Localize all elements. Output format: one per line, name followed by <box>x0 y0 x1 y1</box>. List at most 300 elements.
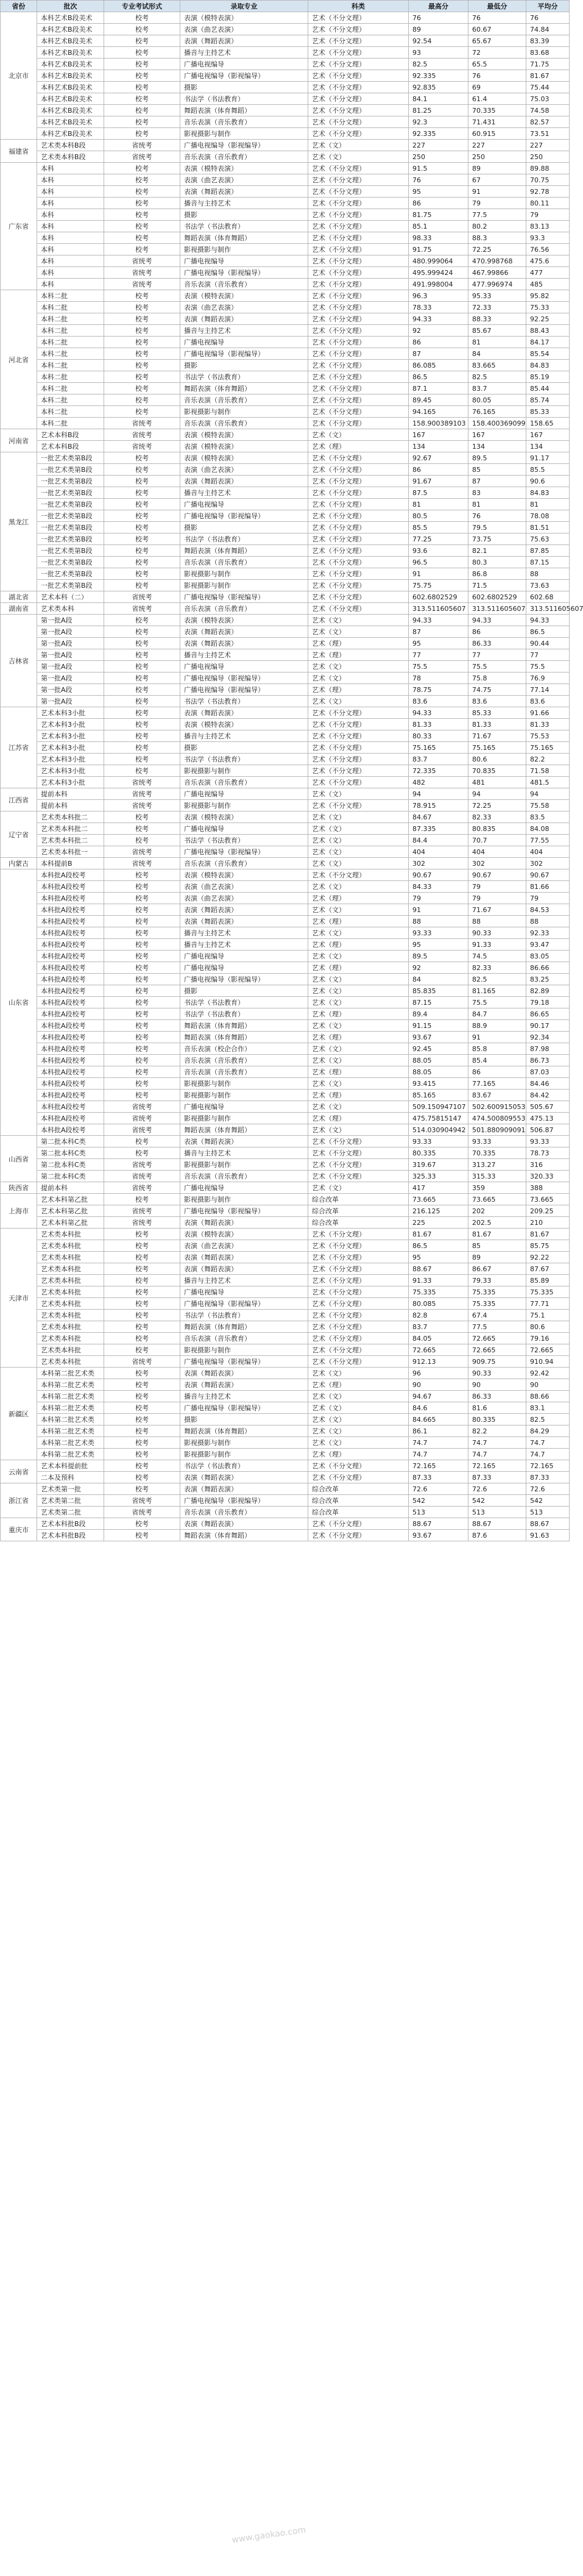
cell-batch: 一批艺术类第B段 <box>37 499 104 510</box>
cell-min-score: 315.33 <box>468 1171 526 1182</box>
cell-category: 艺术（文） <box>308 823 409 835</box>
cell-avg-score: 477 <box>526 267 570 279</box>
cell-major: 音乐表演（音乐教育） <box>180 394 308 406</box>
cell-batch: 本科提前B <box>37 858 104 869</box>
cell-max-score: 93.33 <box>409 1136 468 1147</box>
cell-exam-form: 校考 <box>104 1391 180 1402</box>
cell-province: 山西省 <box>1 1136 37 1182</box>
table-row <box>1 418 570 429</box>
cell-exam-form: 校考 <box>104 1229 180 1240</box>
cell-avg-score: 93.47 <box>526 939 570 951</box>
cell-major: 广播电视编导 <box>180 337 308 348</box>
cell-category: 艺术（不分文理） <box>308 557 409 568</box>
cell-major: 表演（模特表演） <box>180 452 308 464</box>
cell-min-score: 74.7 <box>468 1437 526 1449</box>
table-row <box>1 1101 570 1113</box>
cell-category: 综合改革 <box>308 1507 409 1518</box>
cell-major: 音乐表演（音乐教育） <box>180 777 308 788</box>
cell-max-score: 84.665 <box>409 1414 468 1425</box>
cell-batch: 艺术类第二批 <box>37 1495 104 1507</box>
cell-category: 艺术（文） <box>308 927 409 939</box>
cell-category: 艺术（不分文理） <box>308 869 409 881</box>
cell-major: 舞蹈表演（体育舞蹈） <box>180 1032 308 1043</box>
cell-exam-form: 校考 <box>104 661 180 673</box>
cell-major: 播音与主持艺术 <box>180 1391 308 1402</box>
table-row <box>1 1286 570 1298</box>
cell-batch: 提前本科 <box>37 1182 104 1194</box>
cell-category: 艺术（文） <box>308 1437 409 1449</box>
cell-min-score: 79.33 <box>468 1275 526 1286</box>
cell-category: 艺术（不分文理） <box>308 1530 409 1541</box>
cell-min-score: 70.835 <box>468 765 526 777</box>
cell-exam-form: 校考 <box>104 533 180 545</box>
cell-exam-form: 校考 <box>104 962 180 974</box>
cell-avg-score: 210 <box>526 1217 570 1229</box>
cell-batch: 艺术类本科B段 <box>37 151 104 163</box>
cell-max-score: 495.999424 <box>409 267 468 279</box>
table-row <box>1 221 570 232</box>
cell-major: 表演（曲艺表演） <box>180 893 308 904</box>
table-row <box>1 70 570 82</box>
cell-min-score: 91 <box>468 186 526 198</box>
cell-batch: 本科批A段校考 <box>37 1101 104 1113</box>
cell-major: 表演（舞蹈表演） <box>180 904 308 916</box>
cell-major: 音乐表演（音乐教育） <box>180 603 308 615</box>
cell-max-score: 83.7 <box>409 1321 468 1333</box>
cell-major: 表演（舞蹈表演） <box>180 916 308 927</box>
cell-exam-form: 校考 <box>104 337 180 348</box>
cell-max-score: 96 <box>409 1368 468 1379</box>
cell-major: 摄影 <box>180 82 308 93</box>
cell-max-score: 74.7 <box>409 1449 468 1460</box>
cell-batch: 本科二批 <box>37 383 104 394</box>
cell-major: 表演（舞蹈表演） <box>180 1483 308 1495</box>
cell-avg-score: 84.42 <box>526 1090 570 1101</box>
cell-category: 艺术（不分文理） <box>308 603 409 615</box>
cell-major: 影视摄影与制作 <box>180 800 308 812</box>
cell-batch: 艺术类本科批 <box>37 1321 104 1333</box>
cell-max-score: 313.511605607 <box>409 603 468 615</box>
cell-avg-score: 85.75 <box>526 1240 570 1252</box>
cell-category: 艺术（不分文理） <box>308 754 409 765</box>
cell-category: 艺术（理） <box>308 441 409 452</box>
table-row <box>1 1333 570 1344</box>
cell-major: 广播电视编导 <box>180 962 308 974</box>
cell-avg-score: 78.08 <box>526 510 570 522</box>
cell-batch: 本科批A段校考 <box>37 1008 104 1020</box>
cell-max-score: 80.085 <box>409 1298 468 1310</box>
cell-max-score: 88 <box>409 916 468 927</box>
cell-major: 音乐表演（音乐教育） <box>180 1171 308 1182</box>
cell-max-score: 404 <box>409 846 468 858</box>
cell-exam-form: 省统考 <box>104 1159 180 1171</box>
cell-exam-form: 校考 <box>104 835 180 846</box>
cell-min-score: 86.33 <box>468 638 526 649</box>
cell-min-score: 60.915 <box>468 128 526 140</box>
cell-max-score: 84.67 <box>409 812 468 823</box>
cell-avg-score: 77 <box>526 649 570 661</box>
cell-batch: 本科艺术B段美术 <box>37 82 104 93</box>
cell-category: 艺术（不分文理） <box>308 279 409 290</box>
cell-category: 艺术（不分文理） <box>308 163 409 174</box>
cell-avg-score: 602.68 <box>526 591 570 603</box>
cell-min-score: 79.5 <box>468 522 526 533</box>
cell-min-score: 313.511605607 <box>468 603 526 615</box>
cell-avg-score: 85.89 <box>526 1275 570 1286</box>
cell-major: 书法学（书法教育） <box>180 696 308 707</box>
cell-max-score: 89.4 <box>409 1008 468 1020</box>
cell-max-score: 91 <box>409 904 468 916</box>
cell-avg-score: 75.33 <box>526 302 570 313</box>
cell-batch: 提前本科 <box>37 800 104 812</box>
cell-min-score: 134 <box>468 441 526 452</box>
cell-category: 艺术（不分文理） <box>308 116 409 128</box>
cell-avg-score: 87.03 <box>526 1066 570 1078</box>
cell-avg-score: 90.17 <box>526 1020 570 1032</box>
cell-major: 音乐表演（音乐教育） <box>180 858 308 869</box>
cell-max-score: 302 <box>409 858 468 869</box>
cell-exam-form: 校考 <box>104 997 180 1008</box>
cell-batch: 本科艺术B段美术 <box>37 93 104 105</box>
cell-batch: 本科批A段校考 <box>37 951 104 962</box>
cell-batch: 第一批A段 <box>37 661 104 673</box>
cell-province: 河北省 <box>1 290 37 429</box>
cell-exam-form: 省统考 <box>104 1205 180 1217</box>
table-row <box>1 302 570 313</box>
cell-exam-form: 校考 <box>104 163 180 174</box>
cell-avg-score: 71.75 <box>526 59 570 70</box>
cell-batch: 本科二批 <box>37 337 104 348</box>
cell-major: 书法学（书法教育） <box>180 93 308 105</box>
cell-batch: 本科二批 <box>37 418 104 429</box>
table-row <box>1 1113 570 1124</box>
cell-min-score: 76 <box>468 12 526 24</box>
cell-province: 吉林省 <box>1 615 37 707</box>
cell-province: 北京市 <box>1 12 37 140</box>
table-row <box>1 1472 570 1483</box>
cell-min-score: 70.335 <box>468 105 526 116</box>
cell-min-score: 909.75 <box>468 1356 526 1368</box>
cell-batch: 本科批A段校考 <box>37 1113 104 1124</box>
cell-major: 广播电视编导（影视编导） <box>180 974 308 985</box>
cell-exam-form: 校考 <box>104 696 180 707</box>
cell-exam-form: 校考 <box>104 24 180 35</box>
cell-batch: 艺术类本科批 <box>37 1229 104 1240</box>
cell-batch: 艺术类本科批 <box>37 1252 104 1263</box>
cell-batch: 艺术类第一批 <box>37 1483 104 1495</box>
cell-batch: 本科第二批艺术类 <box>37 1449 104 1460</box>
cell-category: 艺术（不分文理） <box>308 1321 409 1333</box>
cell-major: 表演（舞蹈表演） <box>180 1518 308 1530</box>
cell-max-score: 87.335 <box>409 823 468 835</box>
cell-major: 舞蹈表演（体育舞蹈） <box>180 383 308 394</box>
cell-exam-form: 校考 <box>104 198 180 209</box>
cell-exam-form: 校考 <box>104 823 180 835</box>
cell-batch: 艺术类本科B段 <box>37 140 104 151</box>
cell-major: 表演（舞蹈表演） <box>180 1217 308 1229</box>
cell-category: 艺术（文） <box>308 881 409 893</box>
cell-batch: 一批艺术类第B段 <box>37 452 104 464</box>
cell-min-score: 81 <box>468 499 526 510</box>
cell-avg-score: 513 <box>526 1507 570 1518</box>
cell-batch: 本科第二批艺术类 <box>37 1425 104 1437</box>
cell-max-score: 90.67 <box>409 869 468 881</box>
cell-max-score: 84.05 <box>409 1333 468 1344</box>
cell-exam-form: 校考 <box>104 812 180 823</box>
cell-avg-score: 81.33 <box>526 719 570 730</box>
table-row <box>1 1240 570 1252</box>
cell-batch: 一批艺术类第B段 <box>37 557 104 568</box>
cell-min-score: 72.665 <box>468 1344 526 1356</box>
cell-major: 播音与主持艺术 <box>180 1275 308 1286</box>
cell-avg-score: 74.58 <box>526 105 570 116</box>
cell-min-score: 88.3 <box>468 232 526 244</box>
cell-batch: 艺术类本科批 <box>37 1356 104 1368</box>
cell-min-score: 89 <box>468 1252 526 1263</box>
cell-major: 影视摄影与制作 <box>180 1194 308 1205</box>
cell-exam-form: 校考 <box>104 1449 180 1460</box>
cell-max-score: 85.165 <box>409 1090 468 1101</box>
cell-major: 影视摄影与制作 <box>180 568 308 580</box>
cell-min-score: 70.335 <box>468 1147 526 1159</box>
cell-max-score: 81.75 <box>409 209 468 221</box>
table-row <box>1 510 570 522</box>
cell-exam-form: 省统考 <box>104 1495 180 1507</box>
table-row <box>1 1136 570 1147</box>
cell-batch: 艺术本科提前批 <box>37 1460 104 1472</box>
cell-min-score: 77 <box>468 649 526 661</box>
cell-max-score: 93.415 <box>409 1078 468 1090</box>
cell-major: 表演（曲艺表演） <box>180 302 308 313</box>
cell-avg-score: 92.22 <box>526 1252 570 1263</box>
table-row <box>1 1379 570 1391</box>
cell-avg-score: 86.66 <box>526 962 570 974</box>
cell-exam-form: 校考 <box>104 476 180 487</box>
cell-min-score: 72.6 <box>468 1483 526 1495</box>
cell-major: 摄影 <box>180 1414 308 1425</box>
table-row <box>1 765 570 777</box>
table-row <box>1 1020 570 1032</box>
cell-exam-form: 校考 <box>104 510 180 522</box>
cell-min-score: 74.5 <box>468 951 526 962</box>
cell-category: 艺术（不分文理） <box>308 1333 409 1344</box>
cell-exam-form: 校考 <box>104 1043 180 1055</box>
cell-min-score: 86 <box>468 1066 526 1078</box>
table-row <box>1 464 570 476</box>
cell-exam-form: 校考 <box>104 290 180 302</box>
cell-major: 表演（舞蹈表演） <box>180 476 308 487</box>
cell-avg-score: 87.15 <box>526 557 570 568</box>
table-row <box>1 348 570 360</box>
cell-avg-score: 82.89 <box>526 985 570 997</box>
cell-category: 艺术（理） <box>308 939 409 951</box>
table-row <box>1 198 570 209</box>
cell-major: 播音与主持艺术 <box>180 198 308 209</box>
cell-min-score: 542 <box>468 1495 526 1507</box>
cell-province: 湖北省 <box>1 591 37 603</box>
table-row <box>1 1298 570 1310</box>
cell-major: 影视摄影与制作 <box>180 1344 308 1356</box>
cell-max-score: 81.67 <box>409 1229 468 1240</box>
cell-major: 音乐表演（音乐教育） <box>180 116 308 128</box>
cell-max-score: 86.085 <box>409 360 468 371</box>
cell-exam-form: 校考 <box>104 916 180 927</box>
cell-major: 表演（曲艺表演） <box>180 464 308 476</box>
cell-exam-form: 校考 <box>104 719 180 730</box>
cell-category: 综合改革 <box>308 1194 409 1205</box>
cell-max-score: 85.5 <box>409 522 468 533</box>
cell-batch: 本科批A段校考 <box>37 893 104 904</box>
cell-batch: 艺术本科批B段 <box>37 1530 104 1541</box>
cell-batch: 本科二批 <box>37 348 104 360</box>
cell-avg-score: 313.511605607 <box>526 603 570 615</box>
cell-avg-score: 87.67 <box>526 1263 570 1275</box>
cell-exam-form: 省统考 <box>104 267 180 279</box>
cell-max-score: 227 <box>409 140 468 151</box>
cell-category: 艺术（理） <box>308 638 409 649</box>
cell-batch: 本科二批 <box>37 394 104 406</box>
cell-max-score: 73.665 <box>409 1194 468 1205</box>
cell-max-score: 82.5 <box>409 59 468 70</box>
cell-max-score: 98.33 <box>409 232 468 244</box>
cell-max-score: 89 <box>409 24 468 35</box>
table-row <box>1 1055 570 1066</box>
cell-category: 综合改革 <box>308 1495 409 1507</box>
cell-category: 艺术（不分文理） <box>308 1275 409 1286</box>
cell-exam-form: 校考 <box>104 348 180 360</box>
cell-batch: 艺术类本科批 <box>37 1275 104 1286</box>
cell-batch: 艺术类本科 <box>37 603 104 615</box>
cell-major: 舞蹈表演（体育舞蹈） <box>180 545 308 557</box>
cell-max-score: 78.915 <box>409 800 468 812</box>
table-row <box>1 580 570 591</box>
cell-min-score: 75.335 <box>468 1286 526 1298</box>
cell-avg-score: 77.71 <box>526 1298 570 1310</box>
cell-exam-form: 校考 <box>104 1263 180 1275</box>
cell-batch: 本科批A段校考 <box>37 1124 104 1136</box>
cell-min-score: 81.165 <box>468 985 526 997</box>
table-row <box>1 1425 570 1437</box>
header-max-score: 最高分 <box>409 1 468 12</box>
cell-category: 艺术（不分文理） <box>308 1240 409 1252</box>
cell-batch: 第一批A段 <box>37 649 104 661</box>
cell-exam-form: 校考 <box>104 1286 180 1298</box>
cell-min-score: 75.5 <box>468 997 526 1008</box>
cell-max-score: 912.13 <box>409 1356 468 1368</box>
cell-batch: 第二批本科C类 <box>37 1159 104 1171</box>
cell-max-score: 75.75 <box>409 580 468 591</box>
cell-category: 艺术（文） <box>308 661 409 673</box>
cell-exam-form: 省统考 <box>104 418 180 429</box>
table-row <box>1 82 570 93</box>
cell-exam-form: 省统考 <box>104 858 180 869</box>
cell-avg-score: 910.94 <box>526 1356 570 1368</box>
cell-major: 舞蹈表演（体育舞蹈） <box>180 1124 308 1136</box>
cell-major: 播音与主持艺术 <box>180 730 308 742</box>
cell-avg-score: 93.33 <box>526 1136 570 1147</box>
cell-batch: 本科二批 <box>37 290 104 302</box>
cell-batch: 艺术类本科批 <box>37 1344 104 1356</box>
cell-avg-score: 81.66 <box>526 881 570 893</box>
cell-min-score: 72.665 <box>468 1333 526 1344</box>
cell-category: 艺术（文） <box>308 835 409 846</box>
cell-major: 表演（模特表演） <box>180 441 308 452</box>
cell-min-score: 501.880909091 <box>468 1124 526 1136</box>
table-row <box>1 1008 570 1020</box>
cell-batch: 本科第二批艺术类 <box>37 1437 104 1449</box>
cell-exam-form: 省统考 <box>104 1171 180 1182</box>
cell-max-score: 91.75 <box>409 244 468 255</box>
cell-batch: 一批艺术类第B段 <box>37 522 104 533</box>
cell-min-score: 85.8 <box>468 1043 526 1055</box>
cell-batch: 本科二批 <box>37 360 104 371</box>
cell-min-score: 80.335 <box>468 1414 526 1425</box>
cell-max-score: 134 <box>409 441 468 452</box>
cell-major: 广播电视编导（影视编导） <box>180 1205 308 1217</box>
cell-category: 艺术（不分文理） <box>308 1229 409 1240</box>
cell-min-score: 86.67 <box>468 1263 526 1275</box>
cell-batch: 艺术本科批B段 <box>37 1518 104 1530</box>
cell-batch: 艺术本科3小批 <box>37 707 104 719</box>
table-row <box>1 476 570 487</box>
cell-category: 艺术（文） <box>308 151 409 163</box>
cell-max-score: 81.33 <box>409 719 468 730</box>
cell-avg-score: 76.9 <box>526 673 570 684</box>
cell-category: 艺术（不分文理） <box>308 418 409 429</box>
cell-major: 广播电视编导（影视编导） <box>180 673 308 684</box>
cell-batch: 本科批A段校考 <box>37 916 104 927</box>
cell-exam-form: 校考 <box>104 626 180 638</box>
cell-max-score: 158.900389103 <box>409 418 468 429</box>
cell-avg-score: 79 <box>526 209 570 221</box>
cell-batch: 第二批本科C类 <box>37 1147 104 1159</box>
cell-category: 艺术（文） <box>308 858 409 869</box>
table-body <box>1 12 583 1541</box>
cell-batch: 艺术本科第乙批 <box>37 1205 104 1217</box>
cell-avg-score: 72.665 <box>526 1344 570 1356</box>
cell-avg-score: 75.58 <box>526 800 570 812</box>
table-row <box>1 1483 570 1495</box>
cell-batch: 本科艺术B段美术 <box>37 116 104 128</box>
cell-avg-score: 85.33 <box>526 406 570 418</box>
cell-batch: 本科艺术B段美术 <box>37 59 104 70</box>
cell-avg-score: 72.6 <box>526 1483 570 1495</box>
cell-batch: 艺术类本科批 <box>37 1240 104 1252</box>
cell-category: 艺术（不分文理） <box>308 1147 409 1159</box>
table-row <box>1 788 570 800</box>
cell-batch: 本科 <box>37 267 104 279</box>
cell-max-score: 92.67 <box>409 452 468 464</box>
cell-avg-score: 75.5 <box>526 661 570 673</box>
cell-major: 影视摄影与制作 <box>180 1437 308 1449</box>
cell-category: 艺术（理） <box>308 916 409 927</box>
cell-max-score: 84.6 <box>409 1402 468 1414</box>
cell-max-score: 85.1 <box>409 221 468 232</box>
cell-batch: 本科第二批艺术类 <box>37 1414 104 1425</box>
cell-min-score: 91 <box>468 1032 526 1043</box>
cell-exam-form: 校考 <box>104 1402 180 1414</box>
cell-batch: 一批艺术类第B段 <box>37 580 104 591</box>
cell-avg-score: 83.13 <box>526 221 570 232</box>
cell-major: 播音与主持艺术 <box>180 1147 308 1159</box>
table-row <box>1 383 570 394</box>
table-row <box>1 59 570 70</box>
cell-min-score: 502.600915053 <box>468 1101 526 1113</box>
cell-min-score: 72.25 <box>468 800 526 812</box>
cell-major: 广播电视编导（影视编导） <box>180 684 308 696</box>
cell-batch: 第一批A段 <box>37 626 104 638</box>
cell-max-score: 93.6 <box>409 545 468 557</box>
